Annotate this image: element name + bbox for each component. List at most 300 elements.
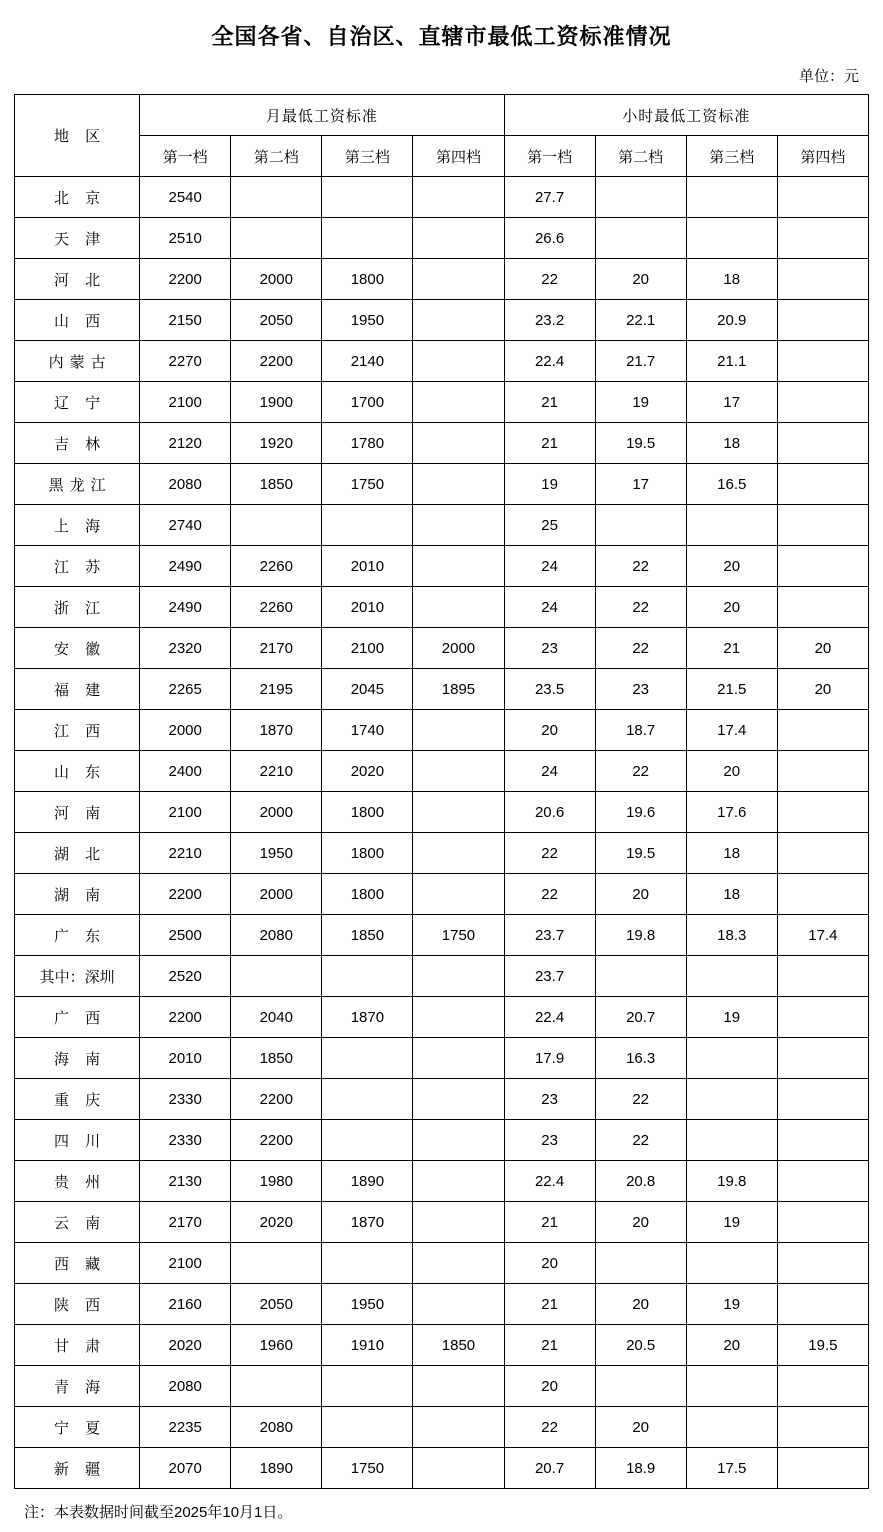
region-cell: 河 南 [15,792,140,833]
monthly-tier-2-cell: 2170 [231,628,322,669]
hourly-tier-4-cell [777,382,868,423]
hourly-tier-2-cell: 18.9 [595,1448,686,1489]
monthly-tier-3-cell [322,1243,413,1284]
hourly-tier-4-cell [777,341,868,382]
hourly-tier-2-cell: 21.7 [595,341,686,382]
hourly-tier-3-cell [686,1038,777,1079]
hourly-tier-1-cell: 22 [504,1407,595,1448]
hourly-tier-3-cell [686,1120,777,1161]
monthly-tier-4-cell [413,1161,504,1202]
monthly-tier-1-cell: 2330 [140,1079,231,1120]
monthly-tier-1-cell: 2120 [140,423,231,464]
hourly-tier-2-cell: 22 [595,1079,686,1120]
monthly-tier-2-cell: 2200 [231,1079,322,1120]
hourly-tier-4-cell [777,505,868,546]
hourly-tier-1-cell: 20.7 [504,1448,595,1489]
hourly-tier-4-cell [777,1407,868,1448]
table-body [15,177,869,1489]
hourly-tier-3-cell: 17.6 [686,792,777,833]
monthly-tier-4-cell [413,1038,504,1079]
hourly-tier-2-cell: 19.5 [595,833,686,874]
table-row [15,1038,869,1079]
hourly-tier-1-cell: 20 [504,1243,595,1284]
hourly-tier-2-cell: 19.6 [595,792,686,833]
monthly-tier-3-cell: 1750 [322,1448,413,1489]
hourly-tier-4-cell [777,710,868,751]
table-row [15,259,869,300]
hourly-tier-2-cell: 22 [595,751,686,792]
hourly-tier-3-cell [686,956,777,997]
hourly-tier-3-cell: 19 [686,1202,777,1243]
header-monthly-tier-3: 第三档 [322,136,413,177]
hourly-tier-4-cell [777,218,868,259]
monthly-tier-4-cell [413,751,504,792]
table-row [15,997,869,1038]
hourly-tier-4-cell [777,997,868,1038]
monthly-tier-1-cell: 2490 [140,546,231,587]
table-row [15,1448,869,1489]
monthly-tier-2-cell: 1950 [231,833,322,874]
hourly-tier-4-cell [777,1038,868,1079]
monthly-tier-1-cell: 2210 [140,833,231,874]
hourly-tier-4-cell [777,177,868,218]
hourly-tier-2-cell [595,218,686,259]
hourly-tier-4-cell [777,1161,868,1202]
region-cell: 湖 南 [15,874,140,915]
monthly-tier-3-cell: 2010 [322,546,413,587]
monthly-tier-3-cell: 2020 [322,751,413,792]
monthly-tier-1-cell: 2100 [140,382,231,423]
hourly-tier-1-cell: 23.2 [504,300,595,341]
monthly-tier-3-cell: 1950 [322,300,413,341]
region-cell: 海 南 [15,1038,140,1079]
hourly-tier-1-cell: 23.5 [504,669,595,710]
hourly-tier-3-cell: 19 [686,1284,777,1325]
header-monthly-tier-4: 第四档 [413,136,504,177]
hourly-tier-2-cell: 18.7 [595,710,686,751]
monthly-tier-1-cell: 2010 [140,1038,231,1079]
monthly-tier-1-cell: 2160 [140,1284,231,1325]
hourly-tier-1-cell: 25 [504,505,595,546]
table-header-row-groups [15,95,869,136]
hourly-tier-3-cell: 18 [686,259,777,300]
hourly-tier-1-cell: 24 [504,546,595,587]
table-row [15,710,869,751]
hourly-tier-1-cell: 21 [504,423,595,464]
monthly-tier-1-cell: 2520 [140,956,231,997]
hourly-tier-3-cell: 21.5 [686,669,777,710]
hourly-tier-1-cell: 20 [504,710,595,751]
monthly-tier-4-cell [413,874,504,915]
table-row [15,1079,869,1120]
table-row [15,1161,869,1202]
hourly-tier-3-cell [686,177,777,218]
table-row [15,1120,869,1161]
header-group-hourly: 小时最低工资标准 [504,95,868,136]
table-row [15,505,869,546]
monthly-tier-2-cell: 1890 [231,1448,322,1489]
hourly-tier-1-cell: 22.4 [504,997,595,1038]
monthly-tier-4-cell [413,833,504,874]
monthly-tier-3-cell: 1800 [322,874,413,915]
monthly-tier-1-cell: 2020 [140,1325,231,1366]
table-head [15,95,869,177]
hourly-tier-4-cell [777,1079,868,1120]
monthly-tier-2-cell: 1850 [231,464,322,505]
region-cell: 安 徽 [15,628,140,669]
hourly-tier-4-cell [777,1202,868,1243]
monthly-tier-1-cell: 2400 [140,751,231,792]
monthly-tier-2-cell: 1920 [231,423,322,464]
monthly-tier-2-cell: 2000 [231,259,322,300]
hourly-tier-1-cell: 26.6 [504,218,595,259]
monthly-tier-3-cell: 1740 [322,710,413,751]
monthly-tier-3-cell [322,1038,413,1079]
monthly-tier-2-cell: 2040 [231,997,322,1038]
hourly-tier-2-cell: 22 [595,1120,686,1161]
monthly-tier-2-cell: 2200 [231,341,322,382]
region-cell: 江 西 [15,710,140,751]
monthly-tier-4-cell [413,587,504,628]
table-row [15,423,869,464]
monthly-tier-1-cell: 2540 [140,177,231,218]
region-cell: 贵 州 [15,1161,140,1202]
table-row [15,1202,869,1243]
monthly-tier-3-cell: 1870 [322,997,413,1038]
monthly-tier-3-cell [322,1366,413,1407]
hourly-tier-3-cell: 21.1 [686,341,777,382]
monthly-tier-1-cell: 2270 [140,341,231,382]
hourly-tier-4-cell [777,300,868,341]
page-title: 全国各省、自治区、直辖市最低工资标准情况 [211,24,672,49]
hourly-tier-2-cell: 22 [595,628,686,669]
monthly-tier-3-cell: 1850 [322,915,413,956]
monthly-tier-4-cell: 1895 [413,669,504,710]
monthly-tier-3-cell: 1910 [322,1325,413,1366]
hourly-tier-3-cell: 21 [686,628,777,669]
monthly-tier-1-cell: 2070 [140,1448,231,1489]
hourly-tier-2-cell [595,505,686,546]
hourly-tier-3-cell [686,1243,777,1284]
hourly-tier-4-cell: 17.4 [777,915,868,956]
monthly-tier-2-cell: 1870 [231,710,322,751]
hourly-tier-4-cell [777,751,868,792]
table-row [15,915,869,956]
hourly-tier-3-cell: 20 [686,1325,777,1366]
hourly-tier-1-cell: 20 [504,1366,595,1407]
hourly-tier-3-cell [686,1079,777,1120]
hourly-tier-4-cell [777,1284,868,1325]
hourly-tier-4-cell [777,792,868,833]
hourly-tier-3-cell: 17 [686,382,777,423]
table-row [15,177,869,218]
hourly-tier-1-cell: 21 [504,1202,595,1243]
monthly-tier-2-cell: 2195 [231,669,322,710]
header-monthly-tier-1: 第一档 [140,136,231,177]
hourly-tier-3-cell: 19 [686,997,777,1038]
monthly-tier-2-cell: 2020 [231,1202,322,1243]
table-row [15,587,869,628]
table-row [15,1325,869,1366]
table-row [15,464,869,505]
region-cell: 重 庆 [15,1079,140,1120]
header-monthly-tier-2: 第二档 [231,136,322,177]
table-row [15,833,869,874]
hourly-tier-2-cell: 20 [595,1284,686,1325]
region-cell: 上 海 [15,505,140,546]
hourly-tier-2-cell: 20 [595,874,686,915]
hourly-tier-2-cell: 19.5 [595,423,686,464]
hourly-tier-3-cell [686,218,777,259]
monthly-tier-2-cell: 2260 [231,587,322,628]
region-cell: 其中：深圳 [15,956,140,997]
monthly-tier-2-cell: 2260 [231,546,322,587]
hourly-tier-1-cell: 22 [504,833,595,874]
monthly-tier-2-cell [231,1243,322,1284]
region-cell: 云 南 [15,1202,140,1243]
monthly-tier-3-cell: 1950 [322,1284,413,1325]
table-row [15,218,869,259]
monthly-tier-1-cell: 2320 [140,628,231,669]
hourly-tier-4-cell [777,1366,868,1407]
minimum-wage-table [14,94,869,1489]
header-group-monthly: 月最低工资标准 [140,95,504,136]
monthly-tier-2-cell: 2200 [231,1120,322,1161]
hourly-tier-3-cell: 19.8 [686,1161,777,1202]
monthly-tier-3-cell: 2010 [322,587,413,628]
hourly-tier-1-cell: 20.6 [504,792,595,833]
monthly-tier-1-cell: 2200 [140,874,231,915]
region-cell: 内蒙古 [15,341,140,382]
header-hourly-tier-2: 第二档 [595,136,686,177]
hourly-tier-2-cell [595,956,686,997]
monthly-tier-1-cell: 2080 [140,1366,231,1407]
monthly-tier-2-cell: 2080 [231,915,322,956]
monthly-tier-4-cell: 1850 [413,1325,504,1366]
region-cell: 湖 北 [15,833,140,874]
monthly-tier-1-cell: 2150 [140,300,231,341]
monthly-tier-4-cell [413,382,504,423]
monthly-tier-4-cell [413,710,504,751]
monthly-tier-3-cell: 1800 [322,259,413,300]
table-row [15,751,869,792]
unit-label: 单位：元 [798,68,859,85]
hourly-tier-3-cell [686,505,777,546]
hourly-tier-1-cell: 23 [504,1120,595,1161]
table-row [15,1366,869,1407]
hourly-tier-2-cell: 16.3 [595,1038,686,1079]
monthly-tier-1-cell: 2265 [140,669,231,710]
hourly-tier-3-cell: 17.5 [686,1448,777,1489]
region-cell: 福 建 [15,669,140,710]
hourly-tier-4-cell [777,874,868,915]
monthly-tier-1-cell: 2510 [140,218,231,259]
monthly-tier-4-cell [413,1243,504,1284]
region-cell: 广 东 [15,915,140,956]
hourly-tier-4-cell: 20 [777,628,868,669]
hourly-tier-3-cell: 20 [686,751,777,792]
monthly-tier-3-cell: 2045 [322,669,413,710]
hourly-tier-2-cell: 22 [595,587,686,628]
monthly-tier-1-cell: 2000 [140,710,231,751]
monthly-tier-4-cell [413,1407,504,1448]
hourly-tier-4-cell [777,546,868,587]
region-cell: 黑龙江 [15,464,140,505]
monthly-tier-2-cell [231,218,322,259]
table-row [15,382,869,423]
hourly-tier-2-cell: 20.5 [595,1325,686,1366]
hourly-tier-4-cell [777,1448,868,1489]
header-hourly-tier-3: 第三档 [686,136,777,177]
table-row [15,669,869,710]
table-row [15,874,869,915]
monthly-tier-1-cell: 2170 [140,1202,231,1243]
monthly-tier-3-cell [322,177,413,218]
monthly-tier-3-cell: 2140 [322,341,413,382]
hourly-tier-1-cell: 24 [504,751,595,792]
hourly-tier-3-cell: 20 [686,587,777,628]
hourly-tier-2-cell: 22 [595,546,686,587]
monthly-tier-4-cell [413,423,504,464]
monthly-tier-4-cell [413,1202,504,1243]
monthly-tier-2-cell: 1980 [231,1161,322,1202]
monthly-tier-4-cell: 1750 [413,915,504,956]
monthly-tier-3-cell: 1800 [322,833,413,874]
hourly-tier-4-cell [777,587,868,628]
monthly-tier-2-cell: 1900 [231,382,322,423]
hourly-tier-1-cell: 23 [504,1079,595,1120]
monthly-tier-2-cell [231,956,322,997]
hourly-tier-2-cell: 17 [595,464,686,505]
hourly-tier-1-cell: 22.4 [504,1161,595,1202]
table-row [15,300,869,341]
monthly-tier-3-cell [322,218,413,259]
monthly-tier-3-cell: 1780 [322,423,413,464]
region-cell: 辽 宁 [15,382,140,423]
region-cell: 山 西 [15,300,140,341]
hourly-tier-4-cell [777,956,868,997]
table-row [15,956,869,997]
monthly-tier-2-cell: 2080 [231,1407,322,1448]
hourly-tier-2-cell: 19 [595,382,686,423]
hourly-tier-1-cell: 23.7 [504,915,595,956]
monthly-tier-3-cell [322,1120,413,1161]
region-cell: 浙 江 [15,587,140,628]
table-header-row-tiers [15,136,869,177]
hourly-tier-1-cell: 22 [504,259,595,300]
monthly-tier-4-cell [413,177,504,218]
table-row [15,341,869,382]
monthly-tier-1-cell: 2740 [140,505,231,546]
table-row [15,1284,869,1325]
monthly-tier-4-cell [413,259,504,300]
monthly-tier-3-cell: 1870 [322,1202,413,1243]
monthly-tier-1-cell: 2100 [140,792,231,833]
monthly-tier-4-cell [413,1079,504,1120]
hourly-tier-2-cell: 20 [595,259,686,300]
monthly-tier-4-cell: 2000 [413,628,504,669]
hourly-tier-2-cell [595,1243,686,1284]
monthly-tier-3-cell [322,1079,413,1120]
monthly-tier-1-cell: 2100 [140,1243,231,1284]
region-cell: 宁 夏 [15,1407,140,1448]
hourly-tier-2-cell: 20.7 [595,997,686,1038]
monthly-tier-4-cell [413,546,504,587]
monthly-tier-4-cell [413,341,504,382]
hourly-tier-1-cell: 27.7 [504,177,595,218]
hourly-tier-3-cell: 20 [686,546,777,587]
hourly-tier-3-cell: 18 [686,874,777,915]
hourly-tier-2-cell: 19.8 [595,915,686,956]
hourly-tier-4-cell [777,833,868,874]
hourly-tier-3-cell: 20.9 [686,300,777,341]
monthly-tier-4-cell [413,997,504,1038]
monthly-tier-2-cell [231,1366,322,1407]
hourly-tier-1-cell: 23 [504,628,595,669]
monthly-tier-3-cell: 2100 [322,628,413,669]
region-cell: 西 藏 [15,1243,140,1284]
monthly-tier-1-cell: 2330 [140,1120,231,1161]
monthly-tier-3-cell: 1700 [322,382,413,423]
hourly-tier-2-cell [595,1366,686,1407]
hourly-tier-3-cell: 16.5 [686,464,777,505]
table-note: 注：本表数据时间截至2025年10月1日。 [24,1504,293,1521]
header-hourly-tier-4: 第四档 [777,136,868,177]
hourly-tier-1-cell: 21 [504,1284,595,1325]
monthly-tier-3-cell [322,505,413,546]
header-hourly-tier-1: 第一档 [504,136,595,177]
hourly-tier-4-cell: 20 [777,669,868,710]
monthly-tier-4-cell [413,218,504,259]
hourly-tier-4-cell [777,464,868,505]
monthly-tier-1-cell: 2080 [140,464,231,505]
table-row [15,546,869,587]
monthly-tier-2-cell: 2050 [231,1284,322,1325]
region-cell: 新 疆 [15,1448,140,1489]
hourly-tier-4-cell [777,1120,868,1161]
hourly-tier-1-cell: 17.9 [504,1038,595,1079]
monthly-tier-2-cell: 1850 [231,1038,322,1079]
hourly-tier-3-cell: 18 [686,833,777,874]
monthly-tier-1-cell: 2235 [140,1407,231,1448]
table-row [15,792,869,833]
region-cell: 陕 西 [15,1284,140,1325]
hourly-tier-1-cell: 19 [504,464,595,505]
hourly-tier-3-cell: 17.4 [686,710,777,751]
monthly-tier-2-cell: 2050 [231,300,322,341]
monthly-tier-4-cell [413,464,504,505]
monthly-tier-1-cell: 2200 [140,259,231,300]
table-row [15,1407,869,1448]
monthly-tier-4-cell [413,1284,504,1325]
monthly-tier-2-cell [231,505,322,546]
table-row [15,1243,869,1284]
region-cell: 江 苏 [15,546,140,587]
hourly-tier-2-cell: 20 [595,1407,686,1448]
monthly-tier-4-cell [413,1120,504,1161]
hourly-tier-1-cell: 21 [504,382,595,423]
monthly-tier-4-cell [413,792,504,833]
monthly-tier-4-cell [413,1448,504,1489]
header-region: 地 区 [15,95,140,177]
region-cell: 四 川 [15,1120,140,1161]
hourly-tier-1-cell: 23.7 [504,956,595,997]
monthly-tier-3-cell [322,956,413,997]
monthly-tier-1-cell: 2500 [140,915,231,956]
region-cell: 青 海 [15,1366,140,1407]
region-cell: 甘 肃 [15,1325,140,1366]
hourly-tier-1-cell: 22.4 [504,341,595,382]
